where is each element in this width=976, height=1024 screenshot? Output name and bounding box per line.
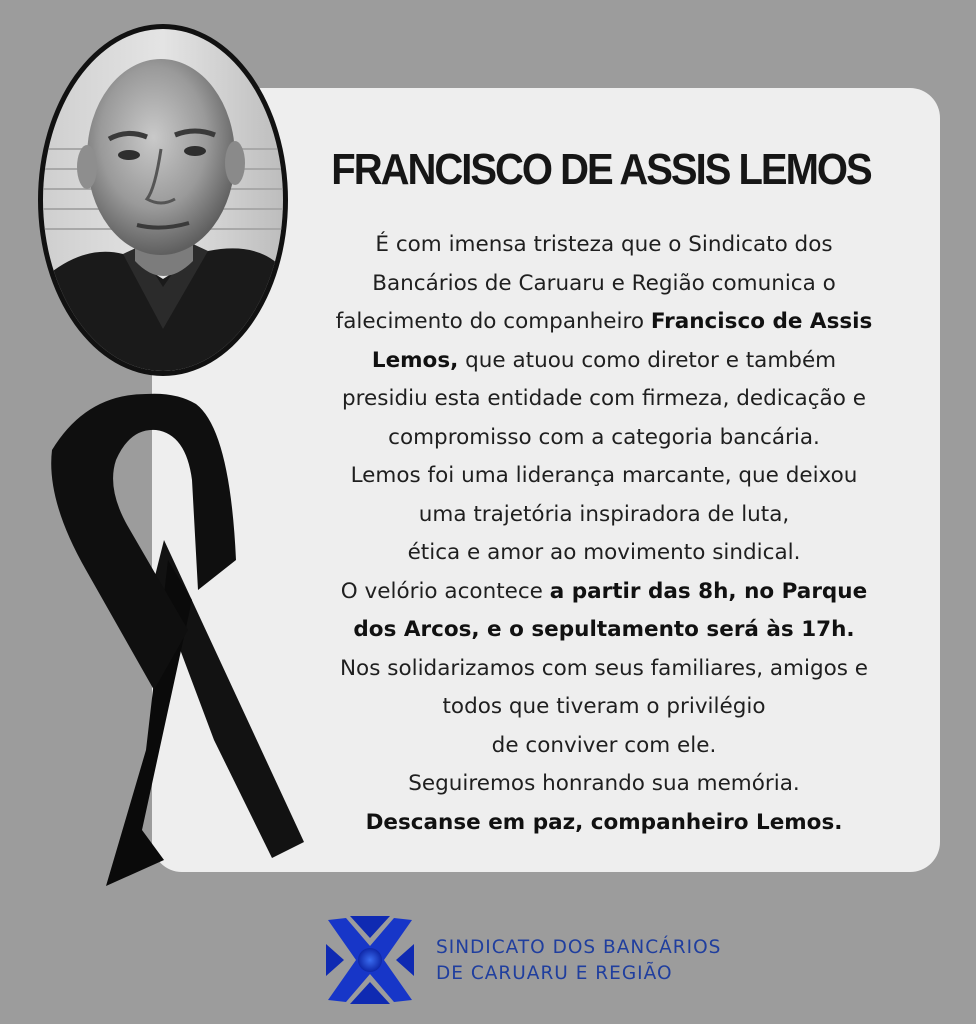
message-line: [276, 573, 932, 612]
message-text: É com imensa tristeza que o Sindicato dos: [375, 232, 833, 257]
message-line: [276, 419, 932, 458]
message-line: [276, 650, 932, 689]
message-bold-text: dos Arcos, e o sepultamento será às 17h.: [353, 617, 855, 642]
message-text: de conviver com ele.: [491, 732, 717, 758]
message-line: [276, 265, 932, 304]
message-line: [276, 611, 932, 650]
message-line: [276, 226, 932, 265]
message-bold-text: Lemos,: [371, 347, 459, 373]
message-text: uma trajetória inspiradora de luta,: [418, 501, 790, 527]
union-name-line-2: DE CARUARU E REGIÃO: [436, 963, 673, 984]
message-text: todos que tiveram o privilégio: [442, 694, 766, 719]
message-bold-text: Descanse em paz, companheiro Lemos.: [365, 809, 843, 835]
message-text: Bancários de Caruaru e Região comunica o: [372, 270, 836, 296]
message-text: presidiu esta entidade com firmeza, dedicação e: [342, 386, 866, 411]
message-text: Nos solidarizamos com seus familiares, amigos e: [339, 655, 869, 681]
union-logo-icon: [324, 914, 416, 1006]
deceased-name-title: FRANCISCO DE ASSIS LEMOS: [331, 146, 871, 194]
message-line: [276, 727, 932, 766]
message-line: [276, 534, 932, 573]
message-text: que atuou como diretor e também: [458, 347, 837, 373]
message-line: [276, 496, 932, 535]
message-line: [276, 765, 932, 804]
portrait-photo-icon: [38, 24, 288, 376]
obituary-message: [276, 226, 932, 842]
union-name: [436, 935, 721, 987]
union-name-line-1: SINDICATO DOS BANCÁRIOS: [436, 937, 722, 958]
message-text: ética e amor ao movimento sindical.: [407, 540, 801, 565]
message-line: [276, 303, 932, 342]
message-text: Seguiremos honrando sua memória.: [408, 771, 800, 796]
message-line: [276, 688, 932, 727]
message-line: [276, 380, 932, 419]
message-line: [276, 457, 932, 496]
message-text: compromisso com a categoria bancária.: [388, 424, 820, 450]
message-text: falecimento do companheiro: [335, 309, 651, 334]
message-line: [276, 342, 932, 381]
message-text: O velório acontece: [340, 578, 550, 604]
message-text: Lemos foi uma liderança marcante, que deixou: [350, 463, 858, 488]
message-bold-text: Francisco de Assis: [650, 309, 873, 334]
message-line: [276, 804, 932, 843]
message-bold-text: a partir das 8h, no Parque: [549, 578, 868, 604]
